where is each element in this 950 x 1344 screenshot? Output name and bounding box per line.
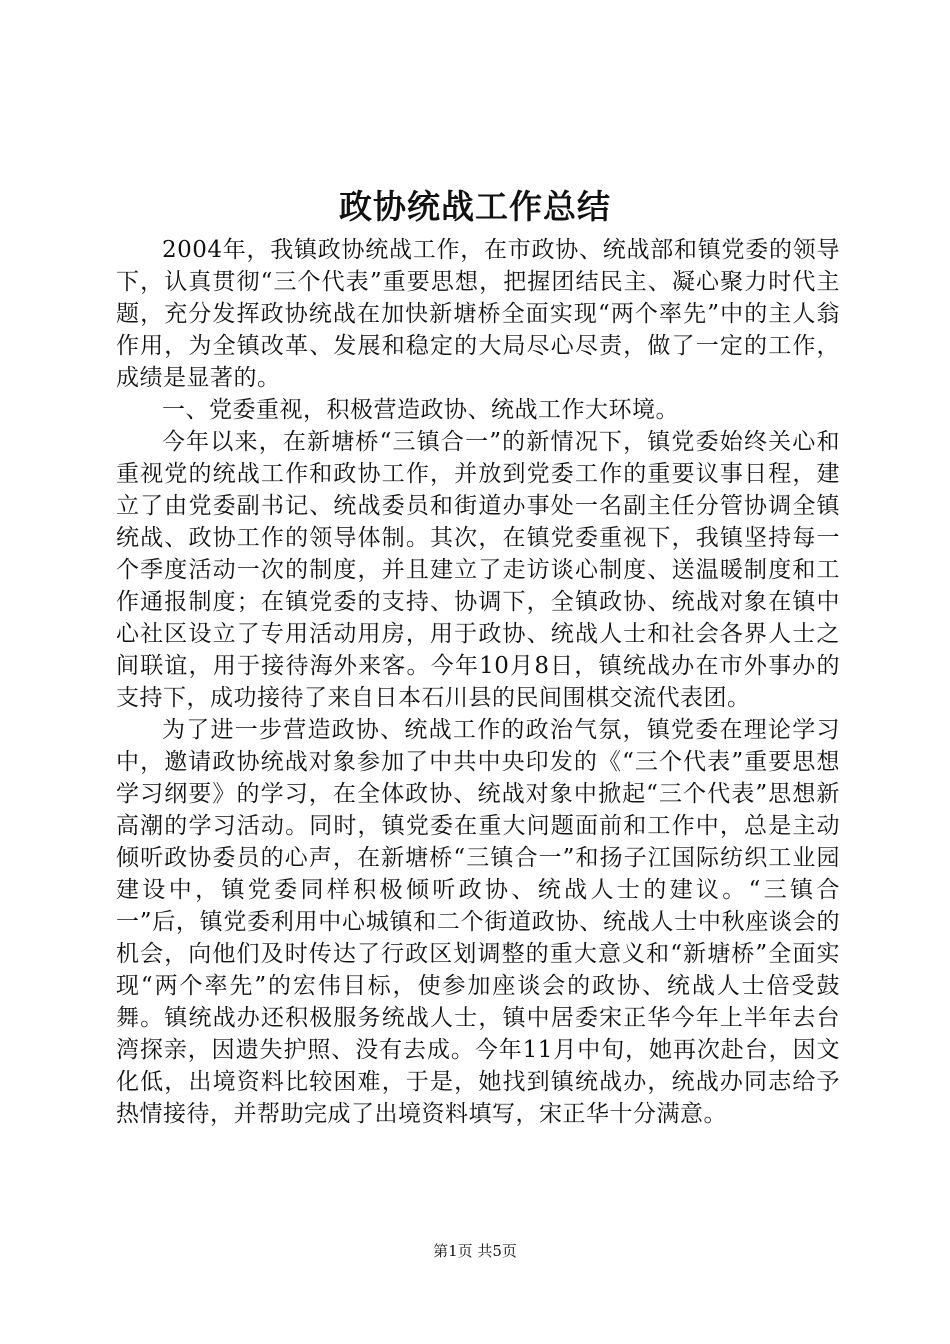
page-footer: 第1页 共5页 xyxy=(433,1242,517,1260)
paragraph-section-1-b: 为了进一步营造政协、统战工作的政治气氛，镇党委在理论学习中，邀请政协统战对象参加了中共中央印发的《“三个代表”重要思想学习纲要》的学习，在全体政协、统战对象中掀起“三个代表”思想新高潮的学习活动。同时，镇党委在重大问题面前和工作中，总是主动倾听政协委员的心声，在新塘桥“三镇合一”和扬子江国际纺织工业园建设中，镇党委同样积极倾听政协、统战人士的建议。“三镇合一”后，镇党委利用中心城镇和二个街道政协、统战人士中秋座谈会的机会，向他们及时传达了行政区划调整的重大意义和“新塘桥”全面实现“两个率先”的宏伟目标，使参加座谈会的政协、统战人士倍受鼓舞。镇统战办还积极服务统战人士，镇中居委宋正华今年上半年去台湾探亲，因遗失护照、没有去成。今年11月中旬，她再次赴台，因文化低，出境资料比较困难，于是，她找到镇统战办，统战办同志给予热情接待，并帮助完成了出境资料填写，宋正华十分满意。 xyxy=(116,717,840,1127)
document-body xyxy=(116,234,840,1130)
paragraph-intro: 2004年，我镇政协统战工作，在市政协、统战部和镇党委的领导下，认真贯彻“三个代表”重要思想，把握团结民主、凝心聚力时代主题，充分发挥政协统战在加快新塘桥全面实现“两个率先”中的主人翁作用，为全镇改革、发展和稳定的大局尽心尽责，做了一定的工作，成绩是显著的。 xyxy=(116,237,840,391)
section-heading-1: 一、党委重视，积极营造政协、统战工作大环境。 xyxy=(162,397,679,423)
paragraph-section-1-a: 今年以来，在新塘桥“三镇合一”的新情况下，镇党委始终关心和重视党的统战工作和政协工作，并放到党委工作的重要议事日程，建立了由党委副书记、统战委员和街道办事处一名副主任分管协调全镇统战、政协工作的领导体制。其次，在镇党委重视下，我镇坚持每一个季度活动一次的制度，并且建立了走访谈心制度、送温暖制度和工作通报制度；在镇党委的支持、协调下，全镇政协、统战对象在镇中心社区设立了专用活动用房，用于政协、统战人士和社会各界人士之间联谊，用于接待海外来客。今年10月8日，镇统战办在市外事办的支持下，成功接待了来自日本石川县的民间围棋交流代表团。 xyxy=(116,429,840,711)
document-title: 政协统战工作总结 xyxy=(339,187,611,226)
